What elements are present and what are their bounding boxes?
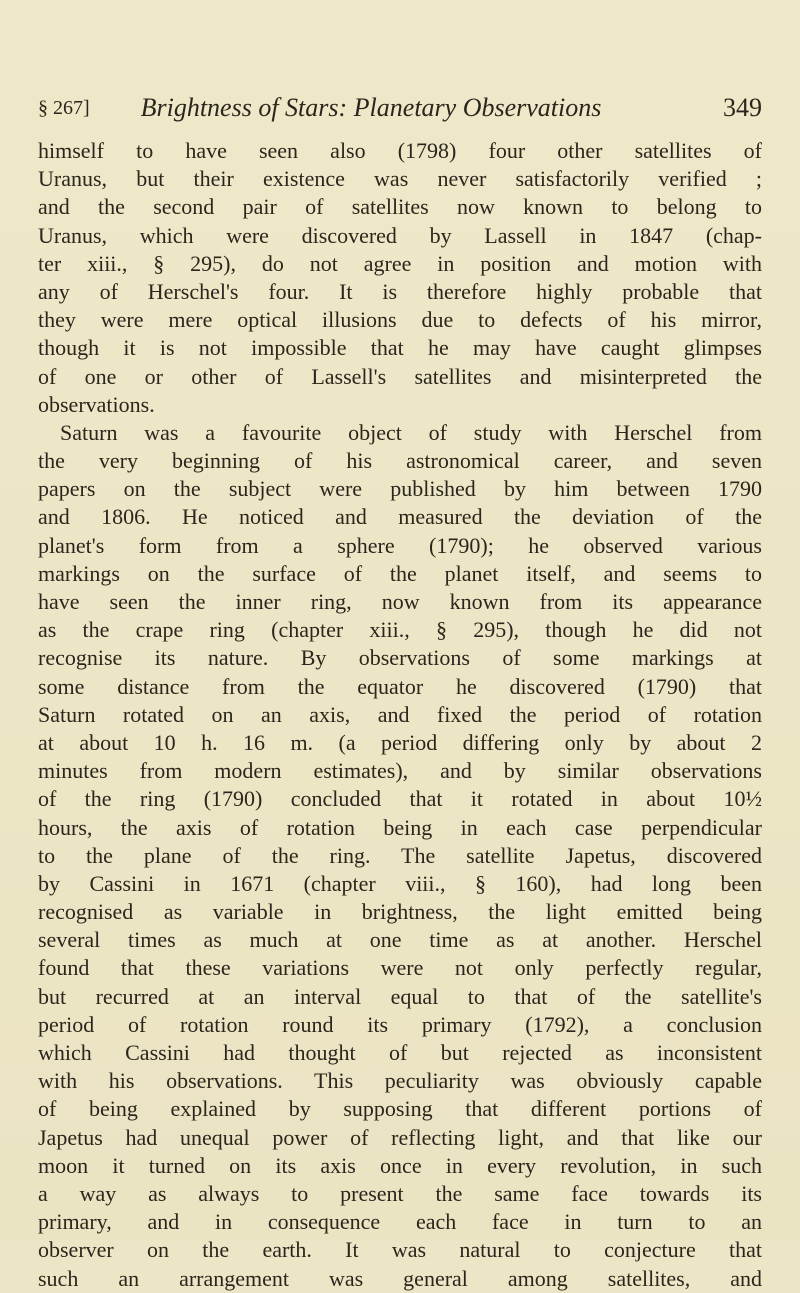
- section-reference: § 267]: [38, 97, 90, 119]
- text-line: Saturn rotated on an axis, and fixed the period of rotation: [38, 701, 762, 727]
- text-line: observations.: [38, 391, 155, 417]
- text-line: a way as always to present the same face towards its: [38, 1180, 762, 1206]
- text-line: found that these variations were not only perfectly regular,: [38, 955, 762, 981]
- body-text: [38, 137, 762, 1293]
- chapter-title: Brightness of Stars: Planetary Observations: [140, 93, 602, 122]
- text-line: and 1806. He noticed and measured the deviation of the: [38, 504, 762, 530]
- text-line: the very beginning of his astronomical career, and seven: [38, 448, 762, 474]
- text-line: ter xiii., § 295), do not agree in position and motion with: [38, 250, 762, 276]
- text-line: though it is not impossible that he may have caught glimpses: [38, 335, 762, 361]
- page-number: 349: [723, 93, 762, 122]
- text-line: by Cassini in 1671 (chapter viii., § 160), had long been: [38, 870, 762, 896]
- text-line: moon it turned on its axis once in every revolution, in such: [38, 1152, 762, 1178]
- text-line: at about 10 h. 16 m. (a period differing only by about 2: [38, 729, 762, 755]
- text-line: hours, the axis of rotation being in each case perpendicular: [38, 814, 762, 840]
- text-line: recognised as variable in brightness, the light emitted being: [38, 899, 762, 925]
- text-line: primary, and in consequence each face in turn to an: [38, 1209, 762, 1235]
- text-line: of being explained by supposing that different portions of: [38, 1096, 762, 1122]
- text-line: papers on the subject were published by him between 1790: [38, 476, 762, 502]
- running-header: [38, 90, 762, 126]
- text-line: any of Herschel's four. It is therefore highly probable that: [38, 278, 762, 304]
- text-line: planet's form from a sphere (1790); he observed various: [38, 532, 762, 558]
- text-line: but recurred at an interval equal to that of the satellite's: [38, 983, 762, 1009]
- text-line: recognise its nature. By observations of some markings at: [38, 645, 762, 671]
- text-line: which Cassini had thought of but rejected as inconsistent: [38, 1040, 762, 1065]
- text-line: such an arrangement was general among satellites, and: [38, 1265, 762, 1291]
- text-line: several times as much at one time as at another. Herschel: [38, 927, 762, 953]
- text-line: Uranus, but their existence was never satisfactorily verified ;: [38, 166, 762, 192]
- text-line: have seen the inner ring, now known from its appearance: [38, 589, 762, 614]
- text-line: and the second pair of satellites now known to belong to: [38, 194, 762, 220]
- text-line: with his observations. This peculiarity was obviously capable: [38, 1068, 762, 1094]
- text-line: minutes from modern estimates), and by similar observations: [38, 758, 762, 784]
- text-line: as the crape ring (chapter xiii., § 295), though he did not: [38, 617, 762, 643]
- text-line: markings on the surface of the planet itself, and seems to: [38, 560, 762, 586]
- text-line: they were mere optical illusions due to defects of his mirror,: [38, 307, 762, 333]
- text-line: observer on the earth. It was natural to conjecture that: [38, 1237, 762, 1263]
- text-line: of the ring (1790) concluded that it rotated in about 10½: [38, 786, 762, 812]
- text-line: Saturn was a favourite object of study with Herschel from: [60, 419, 762, 445]
- text-line: some distance from the equator he discovered (1790) that: [38, 673, 762, 699]
- text-line: himself to have seen also (1798) four other satellites of: [38, 138, 762, 163]
- text-line: Japetus had unequal power of reflecting light, and that like our: [38, 1124, 762, 1150]
- text-line: period of rotation round its primary (1792), a conclusion: [38, 1011, 762, 1037]
- text-line: of one or other of Lassell's satellites and misinterpreted the: [38, 363, 762, 389]
- text-line: to the plane of the ring. The satellite Japetus, discovered: [38, 842, 762, 868]
- text-line: Uranus, which were discovered by Lassell in 1847 (chap-: [38, 222, 762, 248]
